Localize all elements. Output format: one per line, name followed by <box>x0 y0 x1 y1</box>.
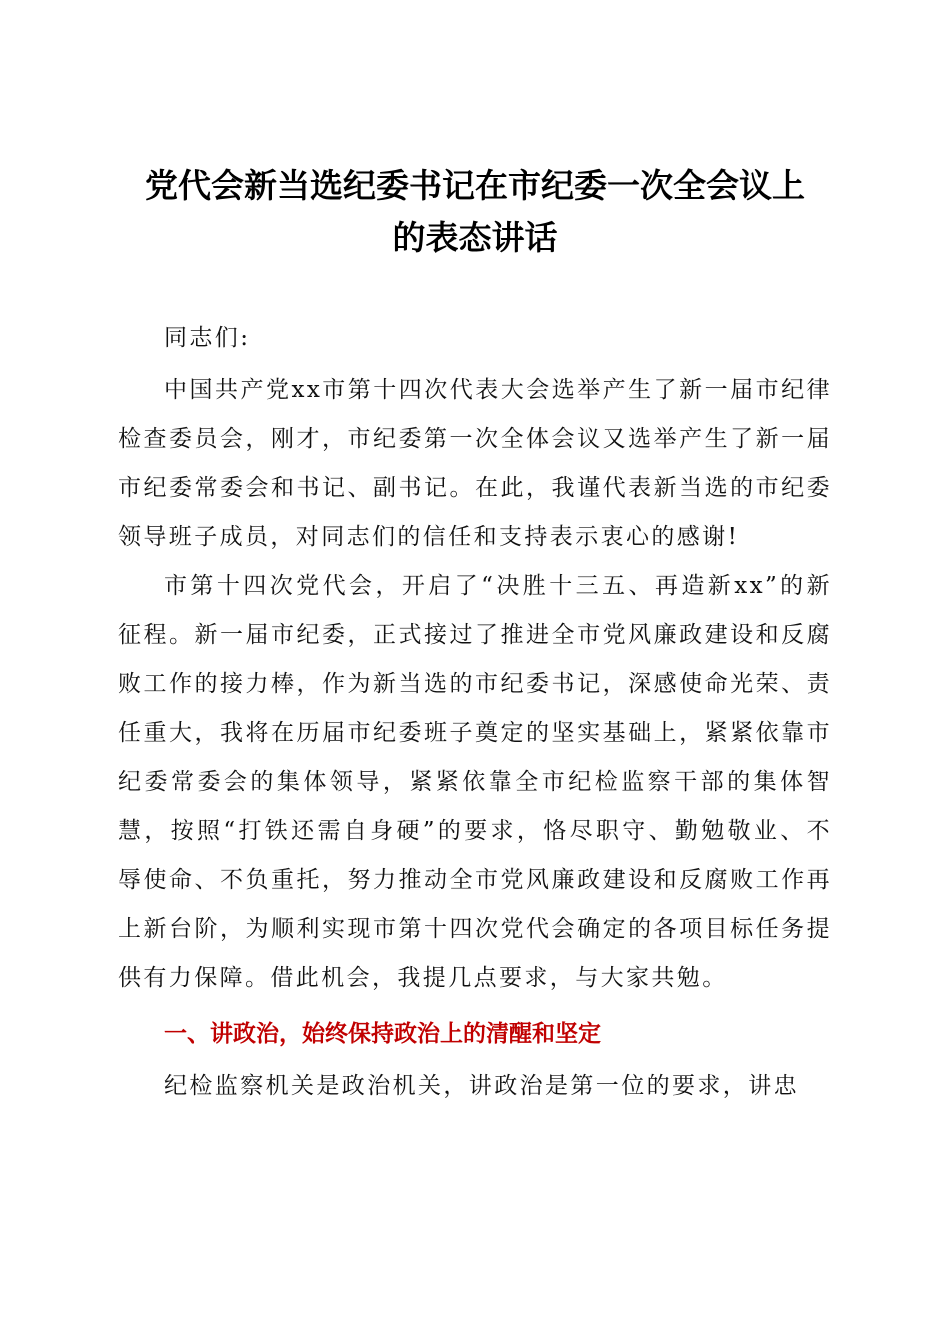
title-line-1: 党代会新当选纪委书记在市纪委一次全会议上 <box>145 166 805 205</box>
section-heading: 一、讲政治，始终保持政治上的清醒和坚定 <box>164 1021 601 1047</box>
document-body <box>118 314 832 1111</box>
title-line-2: 的表态讲话 <box>392 218 558 257</box>
paragraph: 中国共产党xx市第十四次代表大会选举产生了新一届市纪律检查委员会，刚才，市纪委第一次全体会议又选举产生了新一届市纪委常委会和书记、副书记。在此，我谨代表新当选的市纪委领导班子成员，对同志们的信任和支持表示衷心的感谢! <box>118 377 832 550</box>
paragraph: 纪检监察机关是政治机关，讲政治是第一位的要求，讲忠 <box>164 1073 799 1099</box>
salutation: 同志们: <box>164 325 251 351</box>
paragraph: 市第十四次党代会，开启了“决胜十三五、再造新xx”的新征程。新一届市纪委，正式接过了推进全市党风廉政建设和反腐败工作的接力棒，作为新当选的市纪委书记，深感使命光荣、责任重大，我将在历届市纪委班子奠定的坚实基础上，紧紧依靠市纪委常委会的集体领导，紧紧依靠全市纪检监察干部的集体智慧，按照“打铁还需自身硬”的要求，恪尽职守、勤勉敬业、不辱使命、不负重托，努力推动全市党风廉政建设和反腐败工作再上新台阶，为顺利实现市第十四次党代会确定的各项目标任务提供有力保障。借此机会，我提几点要求，与大家共勉。 <box>118 573 832 991</box>
document-title <box>110 160 840 264</box>
